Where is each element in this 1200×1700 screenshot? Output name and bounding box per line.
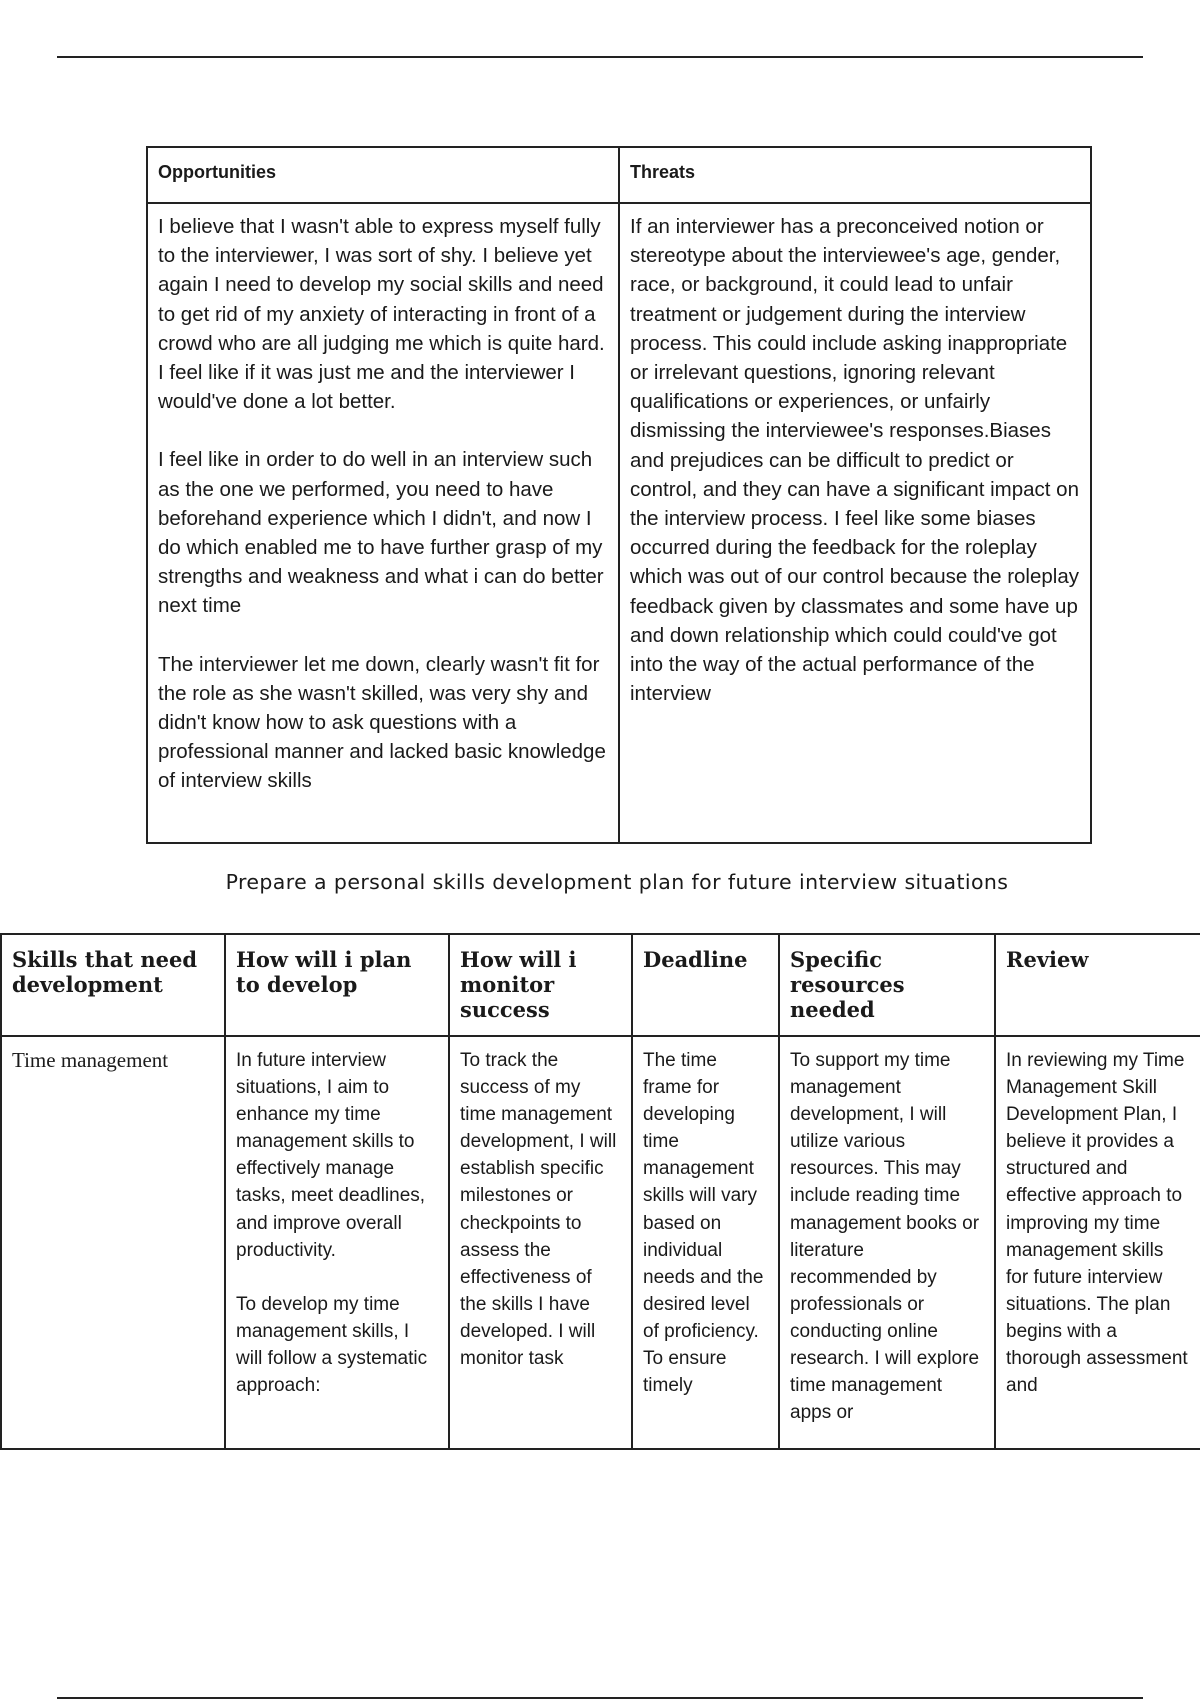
threats-header: Threats bbox=[619, 147, 1091, 203]
resources-cell: To support my time management development, I will utilize various resources. This may include reading time management books or literature recommended by professionals or conducting online research. I will explore time management apps or bbox=[779, 1036, 995, 1449]
opportunities-paragraph: I feel like in order to do well in an interview such as the one we performed, you need to have beforehand experience which I didn't, and now I do which enabled me to have further grasp of my strengths and weakness and what i can do better next time bbox=[158, 448, 604, 618]
develop-paragraph: In future interview situations, I aim to enhance my time management skills to effectively manage tasks, meet deadlines, and improve overall productivity. bbox=[236, 1050, 426, 1261]
header-rule bbox=[57, 56, 1143, 58]
column-header-deadline: Deadline bbox=[632, 934, 779, 1036]
column-header-develop: How will i plan to develop bbox=[225, 934, 449, 1036]
swot-header-row bbox=[147, 147, 1091, 203]
swot-table bbox=[146, 146, 1092, 844]
footer-rule bbox=[57, 1697, 1143, 1699]
develop-cell bbox=[225, 1036, 449, 1449]
column-header-resources: Specific resources needed bbox=[779, 934, 995, 1036]
opportunities-cell bbox=[147, 203, 619, 843]
threats-cell bbox=[619, 203, 1091, 843]
opportunities-paragraph: The interviewer let me down, clearly wasn't fit for the role as she wasn't skilled, was very shy and didn't know how to ask questions with a professional manner and lacked basic knowledge of interview skills bbox=[158, 652, 606, 793]
swot-body-row bbox=[147, 203, 1091, 843]
deadline-cell: The time frame for developing time management skills will vary based on individual needs and the desired level of proficiency. To ensure timely bbox=[632, 1036, 779, 1449]
skill-cell: Time management bbox=[1, 1036, 225, 1449]
monitor-cell: To track the success of my time management development, I will establish specific milestones or checkpoints to assess the effectiveness of the skills I have developed. I will monitor task bbox=[449, 1036, 632, 1449]
column-header-skills: Skills that need development bbox=[1, 934, 225, 1036]
plan-header-row bbox=[1, 934, 1200, 1036]
column-header-monitor: How will i monitor success bbox=[449, 934, 632, 1036]
develop-paragraph: To develop my time management skills, I will follow a systematic approach: bbox=[236, 1293, 428, 1397]
opportunities-header: Opportunities bbox=[147, 147, 619, 203]
plan-heading: Prepare a personal skills development plan for future interview situations bbox=[225, 870, 1009, 894]
opportunities-paragraph: I believe that I wasn't able to express myself fully to the interviewer, I was sort of shy. I believe yet again I need to develop my social skills and need to get rid of my anxiety of interacting in front of a crowd who are all judging me which is quite hard. I feel like if it was just me and the interviewer I would've done a lot better. bbox=[158, 215, 605, 414]
column-header-review: Review bbox=[995, 934, 1200, 1036]
threats-paragraph: If an interviewer has a preconceived notion or stereotype about the interviewee's age, gender, race, or background, it could lead to unfair treatment or judgement during the interview process. This could include asking inappropriate or irrelevant questions, ignoring relevant qualifications or experiences, or unfairly dismissing the interviewee's responses.Biases and prejudices can be difficult to predict or control, and they can have a significant impact on the interview process. I feel like some biases occurred during the feedback for the roleplay which was out of our control because the roleplay feedback given by classmates and some have up and down relationship which could could've got into the way of the actual performance of the interview bbox=[630, 215, 1079, 706]
skills-plan-table bbox=[0, 933, 1200, 1450]
review-cell: In reviewing my Time Management Skill Development Plan, I believe it provides a structured and effective approach to improving my time management skills for future interview situations. The plan begins with a thorough assessment and bbox=[995, 1036, 1200, 1449]
table-row bbox=[1, 1036, 1200, 1449]
